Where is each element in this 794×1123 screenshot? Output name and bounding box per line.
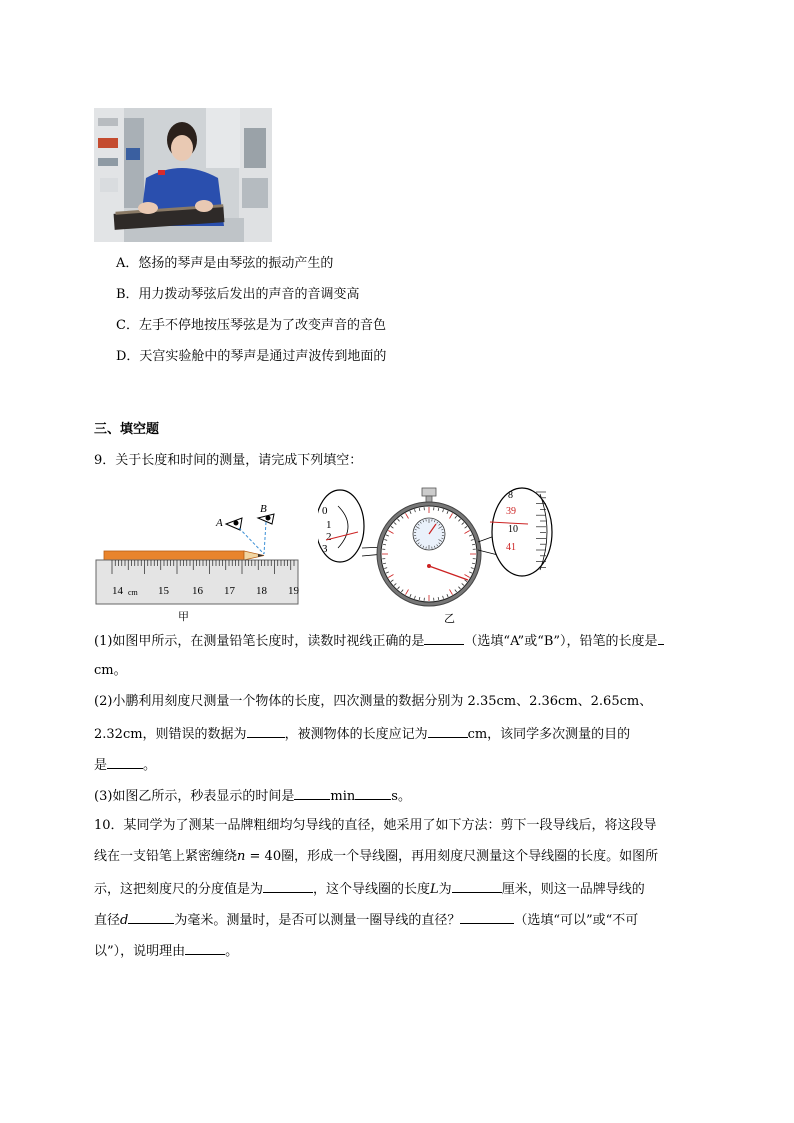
q9-part1: (1)如图甲所示，在测量铅笔长度时，读数时视线正确的是 （选填“A”或“B”），铅笔的长度是 xyxy=(94,630,664,652)
sec-scale-8: 8 xyxy=(508,490,513,501)
q10-blank-can[interactable] xyxy=(460,909,514,924)
figure-yi-stopwatch xyxy=(318,486,558,626)
q10-blank-reason[interactable] xyxy=(185,940,225,955)
q9-part2-line3: 是 。 xyxy=(94,754,156,776)
q10-blank-diameter[interactable] xyxy=(128,909,174,924)
section-title: 三、填空题 xyxy=(94,422,160,437)
ruler-label-17: 17 xyxy=(224,585,235,597)
q10-line2: 线在一支铅笔上紧密缠绕n = 40圈，形成一个导线圈，再用刻度尺测量这个导线圈的长度。如图所 xyxy=(94,849,659,864)
sec-scale-39: 39 xyxy=(506,506,516,517)
fig-yi-caption: 乙 xyxy=(444,613,455,625)
q9-part1-unit: cm。 xyxy=(94,663,127,678)
min-dial-1: 1 xyxy=(326,519,332,531)
q10-blank-length[interactable] xyxy=(452,878,502,893)
astronaut-guzheng-photo xyxy=(94,108,272,242)
ruler-label-16: 16 xyxy=(192,585,203,597)
eye-b-label: B xyxy=(260,503,267,515)
q10-line3: 示，这把刻度尺的分度值是为 ，这个导线圈的长度L为 厘米，则这一品牌导线的 xyxy=(94,878,645,900)
min-dial-3: 3 xyxy=(322,543,328,555)
q10-blank-division[interactable] xyxy=(263,878,313,893)
ruler-label-19: 19 xyxy=(288,585,299,597)
q9-p1-blank-length[interactable] xyxy=(658,630,664,645)
q9-part2-line2: 2.32cm，则错误的数据为 ，被测物体的长度应记为 cm，该同学多次测量的目的 xyxy=(94,723,630,745)
ruler xyxy=(96,560,298,604)
sec-scale-41: 41 xyxy=(506,542,516,553)
option-b[interactable]: B．用力拨动琴弦后发出的声音的音调变高 xyxy=(116,287,360,302)
ruler-unit: cm xyxy=(128,588,138,597)
q9-p2-blank-length[interactable] xyxy=(428,723,468,738)
option-a[interactable]: A．悠扬的琴声是由琴弦的振动产生的 xyxy=(116,256,334,271)
sec-scale-10: 10 xyxy=(508,524,518,535)
q9-p2-blank-wrong[interactable] xyxy=(247,723,285,738)
figure-jia-ruler-pencil xyxy=(94,496,304,624)
option-c[interactable]: C．左手不停地按压琴弦是为了改变声音的音色 xyxy=(116,318,386,333)
pencil xyxy=(104,551,264,560)
option-d[interactable]: D．天宫实验舱中的琴声是通过声波传到地面的 xyxy=(116,349,387,364)
q9-p2-blank-purpose[interactable] xyxy=(107,754,143,769)
min-dial-2: 2 xyxy=(326,531,332,543)
min-dial-0: 0 xyxy=(322,505,328,517)
q10-line1: 10．某同学为了测某一品牌粗细均匀导线的直径，她采用了如下方法：剪下一段导线后，将这段导 xyxy=(94,818,657,833)
q9-p1-blank-eye[interactable] xyxy=(424,630,464,645)
eye-a-label: A xyxy=(216,517,223,529)
ruler-label-14: 14 xyxy=(112,585,123,597)
q9-part2-line1: (2)小鹏利用刻度尺测量一个物体的长度，四次测量的数据分别为 2.35cm、2.36cm、2.65cm、 xyxy=(94,694,653,709)
q9-p3-blank-sec[interactable] xyxy=(355,785,391,800)
q10-line4: 直径d 为毫米。测量时，是否可以测量一圈导线的直径？ （选填“可以”或“不可 xyxy=(94,909,638,931)
q9-stem: 9．关于长度和时间的测量，请完成下列填空： xyxy=(94,453,363,468)
q9-p3-blank-min[interactable] xyxy=(294,785,330,800)
ruler-label-18: 18 xyxy=(256,585,267,597)
q10-line5: 以”），说明理由 。 xyxy=(94,940,238,962)
ruler-label-15: 15 xyxy=(158,585,169,597)
fig-jia-caption: 甲 xyxy=(178,611,189,623)
q9-part3: (3)如图乙所示，秒表显示的时间是 min s。 xyxy=(94,785,411,807)
